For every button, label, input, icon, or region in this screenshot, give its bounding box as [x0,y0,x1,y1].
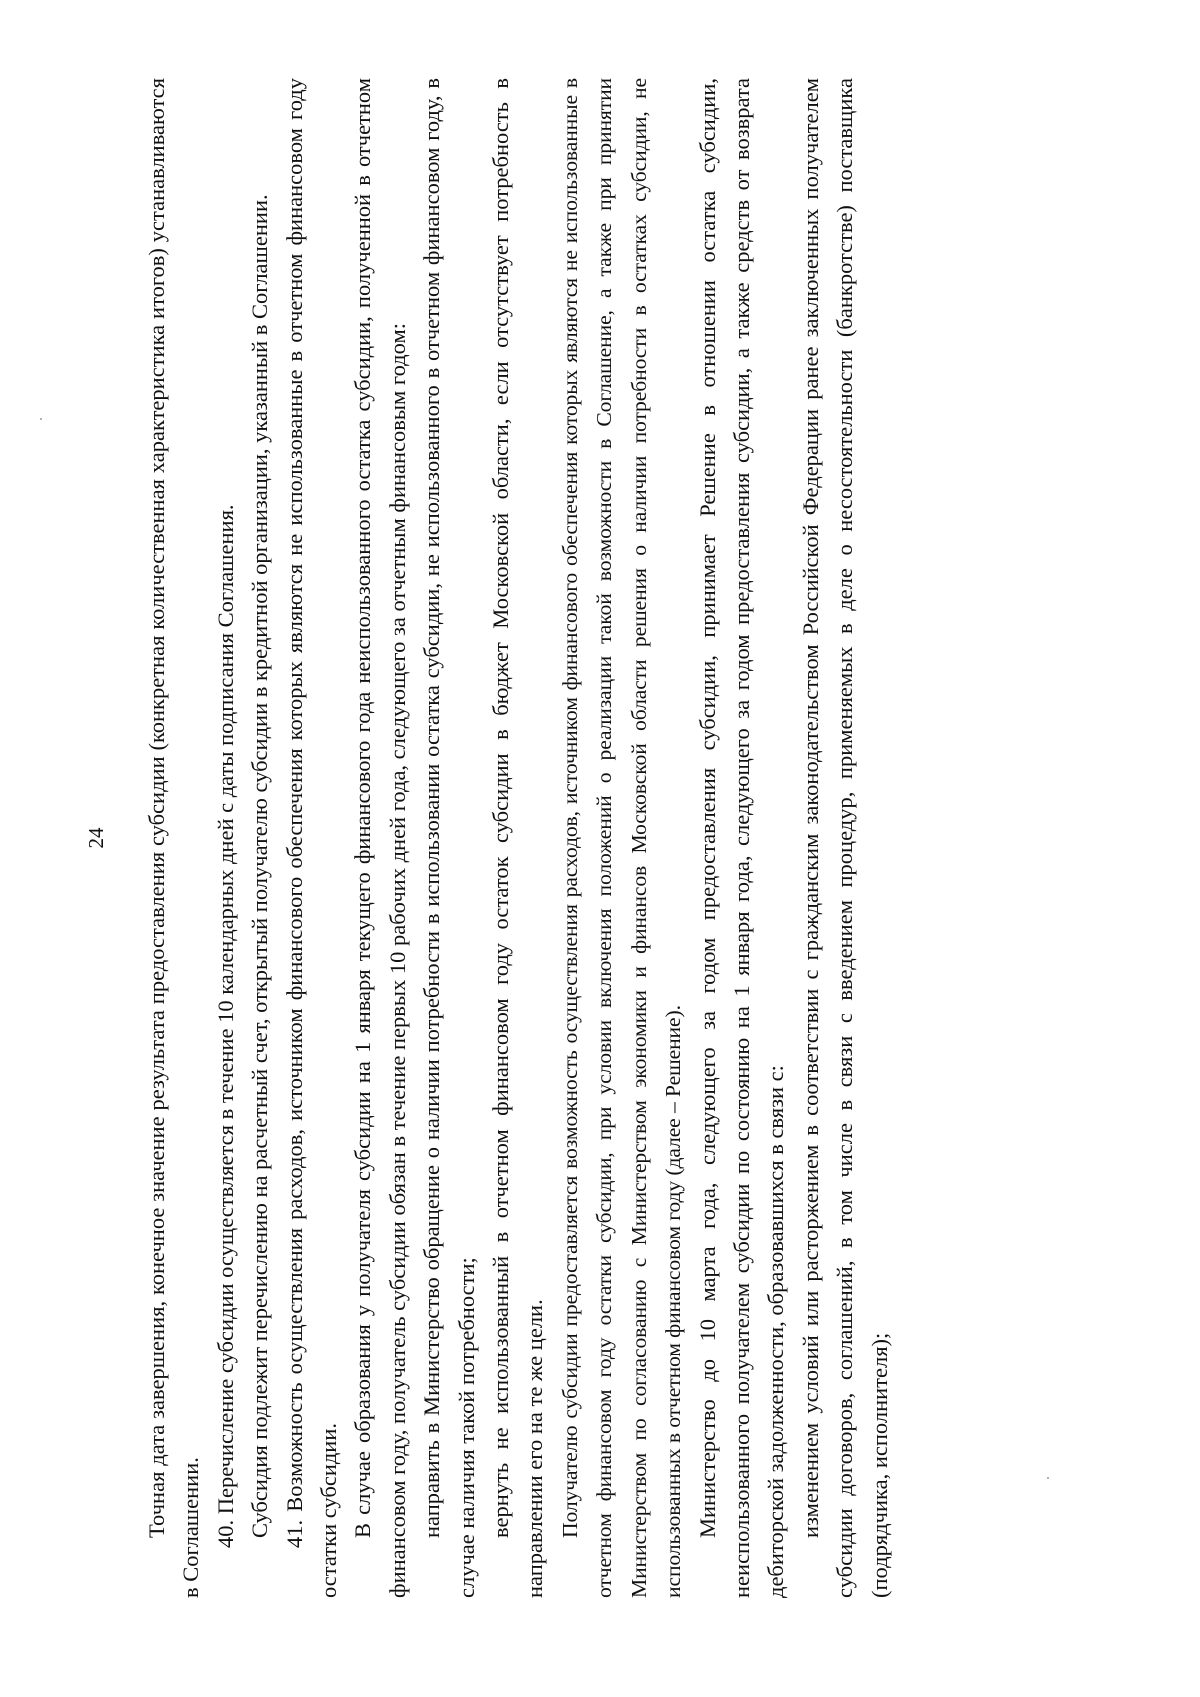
paragraph-spending-possibility: Получателю субсидии предоставляется возможность осуществления расходов, источником финансового обеспечения которых являются не использованные в отчетном финансовом году остатки субсидии, при условии включения положений о реализации такой возможности в Соглашение, а также при принятии Министерством по согласованию с Министерством экономики и финансов Московской области решения о наличии потребности в остатках субсидии, не использованных в отчетном финансовом году (далее – Решение). [557,78,686,1598]
paragraph-unused-balance: В случае образования у получателя субсидии на 1 января текущего финансового года неиспользованного остатка субсидии, полученной в отчетном финансовом году, получатель субсидии обязан в течение первых 10 рабочих дней года, следующего за отчетным финансовым годом: [350,78,410,1598]
document-body [140,78,897,1598]
paragraph-item-40: 40. Перечисление субсидии осуществляется в течение 10 календарных дней с даты подписания Соглашения. [212,504,238,1548]
paragraph-send-request: направить в Министерство обращение о наличии потребности в использовании остатка субсидии, не использованного в отчетном финансовом году, в случае наличия такой потребности; [419,78,479,1598]
page-number: 24 [84,827,108,849]
paragraph-result-date: Точная дата завершения, конечное значение результата предоставления субсидии (конкретная количественная характеристика итогов) устанавливаются в Соглашении. [144,78,204,1598]
scan-speck [1047,1477,1049,1479]
scan-speck [40,418,42,420]
paragraph-return-balance: вернуть не использованный в отчетном финансовом году остаток субсидии в бюджет Московской области, если отсутствует потребность в направлении его на те же цели. [488,78,548,1598]
paragraph-item-41: 41. Возможность осуществления расходов, источником финансового обеспечения которых являются не использованные в отчетном финансовом году остатки субсидии. [281,78,342,1598]
paragraph-transfer-account: Субсидия подлежит перечислению на расчетный счет, открытый получателю субсидии в кредитной организации, указанный в Соглашении. [247,194,273,1538]
rotated-page [70,78,1100,1598]
paragraph-contract-changes: изменением условий или расторжением в соответствии с гражданским законодательством Российской Федерации ранее заключенных получателем субсидии договоров, соглашений, в том числе в связи с введением процедур, применяемых в деле о несостоятельности (банкротстве) поставщика (подрядчика, исполнителя); [797,78,892,1598]
paragraph-ministry-decision: Министерство до 10 марта года, следующего за годом предоставления субсидии, принимает Решение в отношении остатка субсидии, неиспользованного получателем субсидии по состоянию на 1 января года, следующего за годом предоставления субсидии, а также средств от возврата дебиторской задолженности, образовавшихся в связи с: [694,78,789,1598]
